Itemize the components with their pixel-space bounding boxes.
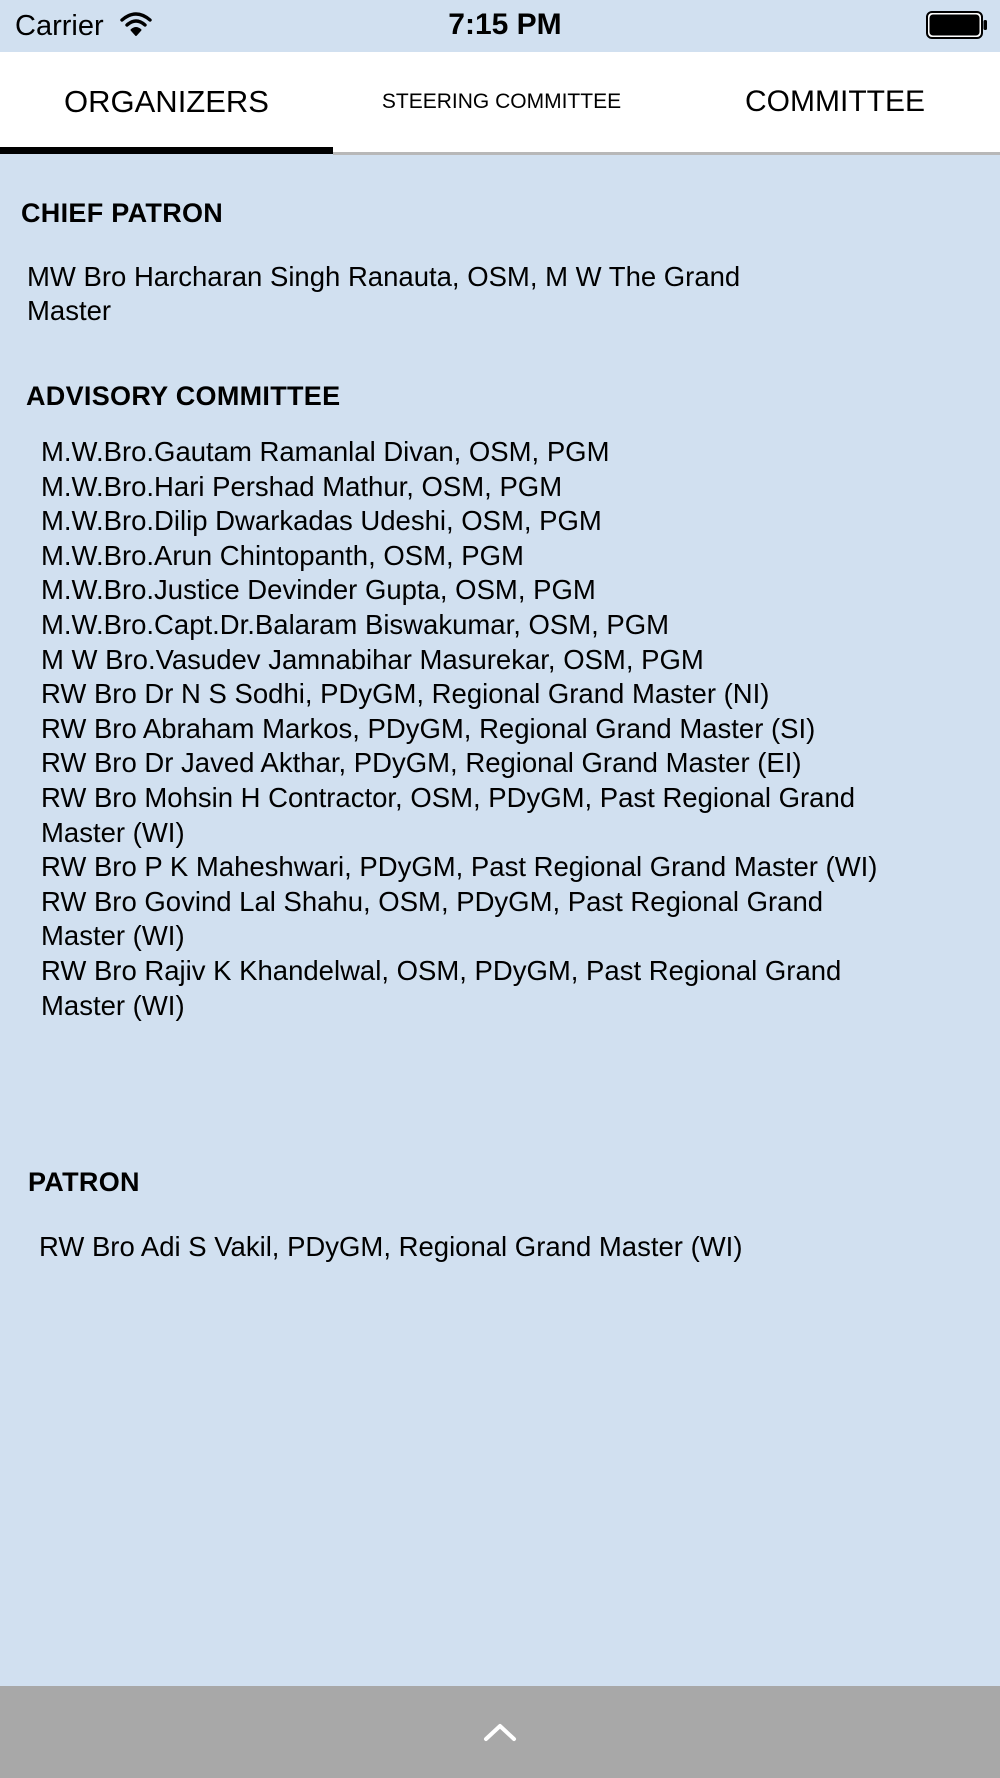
list-item: RW Bro Rajiv K Khandelwal, OSM, PDyGM, Past Regional Grand Master (WI) xyxy=(41,954,842,1021)
list-item: M.W.Bro.Justice Devinder Gupta, OSM, PGM xyxy=(41,574,596,606)
status-bar xyxy=(0,0,1000,52)
list-item: RW Bro Abraham Markos, PDyGM, Regional Grand Master (SI) xyxy=(41,712,816,744)
list-item: RW Bro Dr Javed Akthar, PDyGM, Regional Grand Master (EI) xyxy=(41,747,802,779)
advisory-committee-list xyxy=(41,435,896,1023)
list-item: M.W.Bro.Gautam Ramanlal Divan, OSM, PGM xyxy=(41,436,610,467)
tab-steering-committee[interactable]: STEERING COMMITTEE xyxy=(381,90,622,113)
list-item: RW Bro Mohsin H Contractor, OSM, PDyGM, Past Regional Grand Master (WI) xyxy=(41,781,856,848)
bottom-bar xyxy=(0,1686,1000,1778)
list-item: RW Bro Dr N S Sodhi, PDyGM, Regional Grand Master (NI) xyxy=(41,678,770,710)
list-item: M.W.Bro.Arun Chintopanth, OSM, PGM xyxy=(41,539,524,571)
tab-committee[interactable]: COMMITTEE xyxy=(745,85,925,118)
advisory-committee-heading: ADVISORY COMMITTEE xyxy=(26,381,341,411)
list-item: RW Bro Govind Lal Shahu, OSM, PDyGM, Past Regional Grand Master (WI) xyxy=(41,885,824,952)
selected-tab-indicator xyxy=(0,147,333,154)
list-item: M.W.Bro.Capt.Dr.Balaram Biswakumar, OSM, PGM xyxy=(41,608,670,640)
patron-text: RW Bro Adi S Vakil, PDyGM, Regional Grand Master (WI) xyxy=(39,1231,743,1262)
tab-divider xyxy=(333,152,1000,155)
tab-organizers[interactable]: ORGANIZERS xyxy=(64,84,269,119)
list-item: M.W.Bro.Hari Pershad Mathur, OSM, PGM xyxy=(41,470,563,502)
battery-icon xyxy=(926,10,988,40)
list-item: RW Bro P K Maheshwari, PDyGM, Past Regional Grand Master (WI) xyxy=(41,851,878,883)
chevron-up-icon xyxy=(483,1722,517,1742)
list-item: M.W.Bro.Dilip Dwarkadas Udeshi, OSM, PGM xyxy=(41,505,602,537)
scroll-up-button[interactable] xyxy=(470,1702,530,1762)
tab-bar xyxy=(0,52,1000,154)
carrier-label: Carrier xyxy=(15,10,104,42)
chief-patron-text: MW Bro Harcharan Singh Ranauta, OSM, M W The Grand Master xyxy=(27,261,741,326)
status-time: 7:15 PM xyxy=(448,8,562,41)
list-item: M W Bro.Vasudev Jamnabihar Masurekar, OSM, PGM xyxy=(41,643,704,675)
patron-heading: PATRON xyxy=(28,1167,140,1197)
chief-patron-heading: CHIEF PATRON xyxy=(21,198,224,228)
